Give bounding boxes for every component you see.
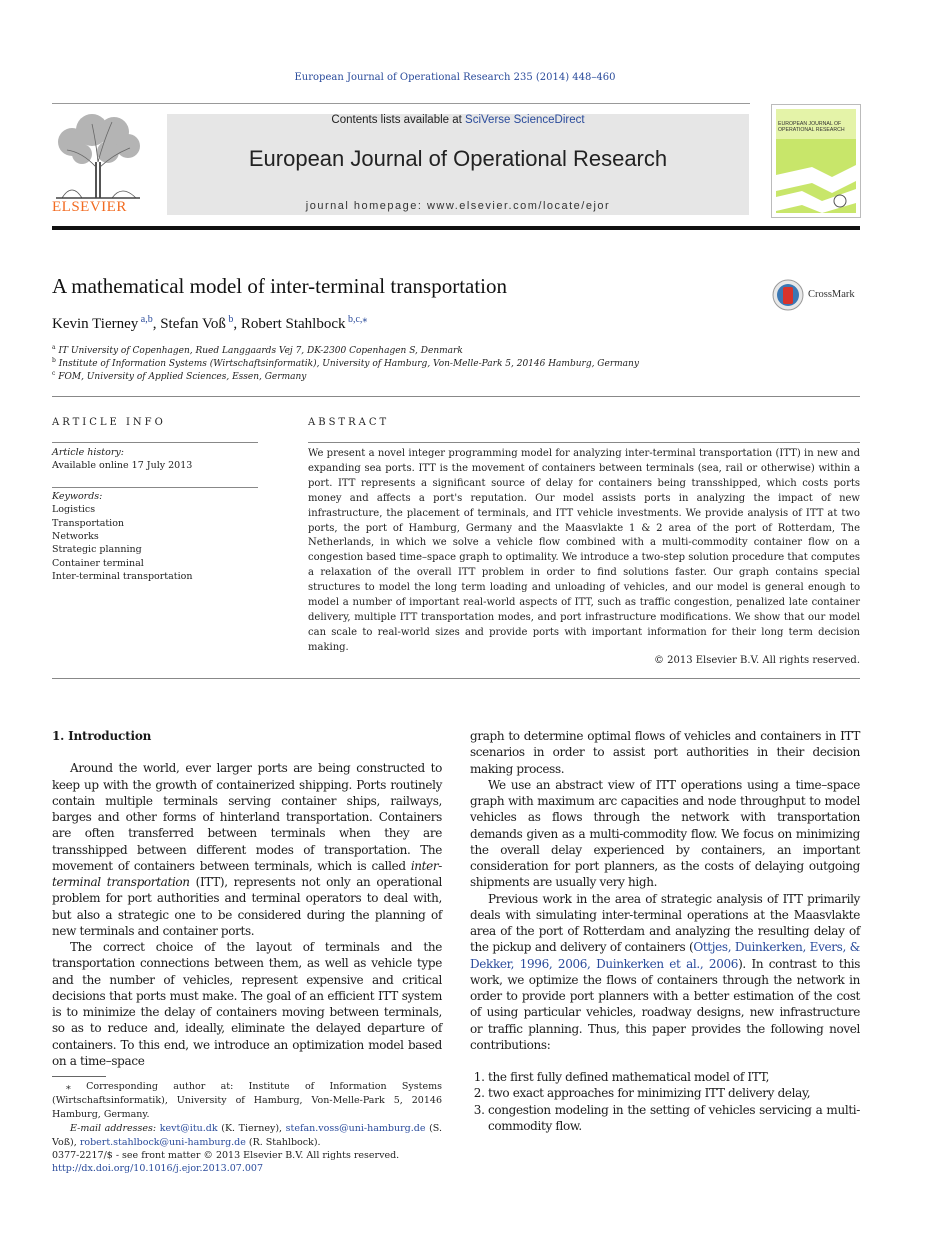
body-left-column bbox=[52, 728, 442, 1069]
journal-title: European Journal of Operational Research bbox=[248, 146, 668, 171]
corresponding-author-note: ⁎ Corresponding author at: Institute of Information Systems (Wirtschaftsinformatik), University of Hamburg, Von-Melle-Park 5, 20146 Hamburg, Germany. bbox=[52, 1081, 442, 1120]
citation-link[interactable]: Ottjes, Duinkerken, Evers, & Dekker, 1996, 2006, Duinkerken et al., 2006 bbox=[470, 940, 860, 971]
contributions-list bbox=[470, 1069, 860, 1134]
abstract-copyright: © 2013 Elsevier B.V. All rights reserved. bbox=[653, 655, 860, 666]
body-paragraph: Around the world, ever larger ports are being constructed to keep up with the growth of containerized shipping. Ports routinely contain multiple terminals serving container ships, railways, barges and other forms of hinterland transportation. Containers are often transferred between terminals when they are transshipped between different modes of transportation. The movement of containers between terminals, which is called inter-terminal transportation (ITT), represents not only an operational problem for port authorities and terminal operators to deal with, but also a strategic one to be considered during the planning of new terminals and container ports. bbox=[52, 761, 442, 938]
homepage-url-link[interactable]: www.elsevier.com/locate/ejor bbox=[426, 200, 611, 212]
list-item: 2. two exact approaches for minimizing ITT delivery delay, bbox=[488, 1085, 860, 1101]
email-link[interactable]: stefan.voss@uni-hamburg.de bbox=[285, 1123, 426, 1134]
article-title: A mathematical model of inter-terminal transportation bbox=[52, 274, 508, 298]
journal-homepage bbox=[167, 200, 749, 212]
header-rule bbox=[52, 103, 750, 104]
keyword-item: Transportation bbox=[52, 518, 125, 529]
journal-masthead bbox=[167, 114, 749, 215]
article-info-rule bbox=[52, 442, 258, 443]
history-value: Available online 17 July 2013 bbox=[52, 460, 193, 471]
header-thick-rule bbox=[52, 226, 860, 230]
emphasis-term: inter-terminal transportation bbox=[52, 858, 442, 889]
keyword-item: Inter-terminal transportation bbox=[52, 571, 193, 582]
footnote bbox=[52, 1080, 442, 1150]
author-name[interactable]: Kevin Tierney bbox=[52, 316, 139, 332]
cover-title bbox=[778, 121, 856, 133]
author-list: Kevin Tierney $^{a,b}$, Stefan Voß $^b$, Robert Stahlbock $^{b,c,⁎}$ bbox=[52, 314, 368, 332]
abstract-text: We present a novel integer programming model for analyzing inter-terminal transportation (ITT) in new and expanding sea ports. ITT is the movement of containers between terminals (sea, rail or otherwise) within a port. ITT represents a significant source of delay for containers being transshipped, which costs ports money and affects a port's reputation. Our model assists ports in analyzing the impact of new infrastructure, the placement of terminals, and ITT vehicle investments. We provide analysis of ITT at two ports, the port of Hamburg, Germany and the Maasvlakte 1 & 2 area of the port of Rotterdam, The Netherlands, in which we solve a vehicle flow combined with a multi-commodity container flow on a congestion based time–space graph to optimality. We introduce a two-step solution procedure that computes a relaxation of the overall ITT problem in order to find solutions faster. Our graph contains special structures to model the long term loading and unloading of vehicles, and our model is general enough to model a number of important real-world aspects of ITT, such as traffic congestion, penalized late container delivery, multiple ITT transportation modes, and port infrastructure modifications. We show that our model can scale to real-world sizes and provide ports with important information for their long term decision making. bbox=[308, 448, 860, 653]
contents-prefix: Contents lists available at bbox=[331, 114, 466, 126]
abstract-end-rule bbox=[52, 678, 860, 679]
contents-line bbox=[167, 114, 749, 126]
list-item: 1. the first fully defined mathematical model of ITT, bbox=[488, 1069, 860, 1085]
author-affiliation-mark[interactable]: b bbox=[228, 314, 234, 325]
affiliation: $^b$ Institute of Information Systems (Wirtschaftsinformatik), University of Hamburg, Von-Melle-Park 5, 20146 Hamburg, Germany bbox=[52, 357, 639, 369]
author-name[interactable]: Robert Stahlbock bbox=[240, 316, 346, 332]
cover-title-line-1: EUROPEAN JOURNAL OF bbox=[778, 121, 842, 127]
affiliation-rule bbox=[52, 396, 860, 397]
keyword-item: Strategic planning bbox=[52, 544, 142, 555]
body-paragraph: The correct choice of the layout of terminals and the transportation connections between them, as well as vehicle type and the number of vehicles, represent expensive and critical decisions that ports must make. The goal of an efficient ITT system is to minimize the delay of containers moving between terminals, so as to reduce and, ideally, eliminate the delayed departure of containers. To this end, we introduce an optimization model based on a time–space bbox=[52, 940, 442, 1068]
body-paragraph: Previous work in the area of strategic analysis of ITT primarily deals with simulating inter-terminal operations at the Maasvlakte area of the port of Rotterdam and analyzing the resulting delay of the pickup and delivery of containers (Ottjes, Duinkerken, Evers, & Dekker, 1996, 2006, Duinkerken et al., 2006). In contrast to this work, we optimize the flows of containers through the network in order to provide port planners with a better estimation of the cost of using particular vehicles, roadway designs, new infrastructure or traffic planning. Thus, this paper provides the following novel contributions: bbox=[470, 891, 861, 1052]
keyword-item: Logistics bbox=[52, 504, 96, 515]
journal-cover-thumbnail bbox=[771, 104, 861, 218]
body-paragraph: We use an abstract view of ITT operations using a time–space graph with maximum arc capacities and node throughput to model vehicles as flows through the network with transportation demands given as a multi-commodity flow. We focus on minimizing the overall delay experienced by containers, an important consideration for port planners, as the costs of delaying outgoing shipments are usually very high. bbox=[470, 777, 860, 890]
elsevier-tree-logo-icon bbox=[52, 112, 144, 200]
issn-line: 0377-2217/$ - see front matter © 2013 Elsevier B.V. All rights reserved. bbox=[52, 1150, 400, 1161]
doi-link[interactable]: http://dx.doi.org/10.1016/j.ejor.2013.07.007 bbox=[52, 1163, 263, 1174]
keywords-rule bbox=[52, 487, 258, 488]
affiliation: $^c$ FOM, University of Applied Sciences, Essen, Germany bbox=[52, 370, 307, 382]
abstract-rule bbox=[308, 442, 860, 443]
affiliation: $^a$ IT University of Copenhagen, Rued Langgaards Vej 7, DK-2300 Copenhagen S, Denmark bbox=[52, 344, 463, 356]
author-name[interactable]: Stefan Voß bbox=[160, 316, 226, 332]
article-info-heading: ARTICLE INFO bbox=[52, 417, 166, 428]
cover-title-line-2: OPERATIONAL RESEARCH bbox=[778, 127, 845, 133]
abstract-heading: ABSTRACT bbox=[308, 417, 390, 428]
homepage-prefix: journal homepage: bbox=[305, 200, 427, 212]
body-paragraph: graph to determine optimal flows of vehicles and containers in ITT scenarios in order to assist port authorities in their decision making process. bbox=[470, 729, 860, 776]
sciencedirect-link[interactable]: SciVerse ScienceDirect bbox=[465, 114, 585, 126]
journal-reference-link[interactable]: European Journal of Operational Research 235 (2014) 448–460 bbox=[294, 72, 616, 83]
history-label: Article history: bbox=[52, 447, 124, 458]
section-heading: 1. Introduction bbox=[52, 729, 152, 743]
keyword-item: Container terminal bbox=[52, 558, 144, 569]
email-link[interactable]: kevt@itu.dk bbox=[159, 1123, 218, 1134]
crossmark-label[interactable]: CrossMark bbox=[808, 289, 855, 300]
email-link[interactable]: robert.stahlbock@uni-hamburg.de bbox=[79, 1137, 246, 1148]
publisher-wordmark: ELSEVIER bbox=[52, 199, 127, 215]
keyword-item: Networks bbox=[52, 531, 99, 542]
author-affiliation-mark[interactable]: b,c,⁎ bbox=[347, 314, 368, 325]
keywords-label: Keywords: bbox=[52, 491, 103, 502]
list-item: 3. congestion modeling in the setting of vehicles servicing a multi-commodity flow. bbox=[488, 1102, 860, 1135]
body-right-column bbox=[470, 728, 860, 1134]
footnote-rule bbox=[52, 1076, 106, 1077]
author-affiliation-mark[interactable]: a,b bbox=[140, 314, 153, 325]
email-addresses: E-mail addresses: kevt@itu.dk (K. Tierney), stefan.voss@uni-hamburg.de (S. Voß), robert.stahlbock@uni-hamburg.de (R. Stahlbock). bbox=[52, 1123, 442, 1148]
